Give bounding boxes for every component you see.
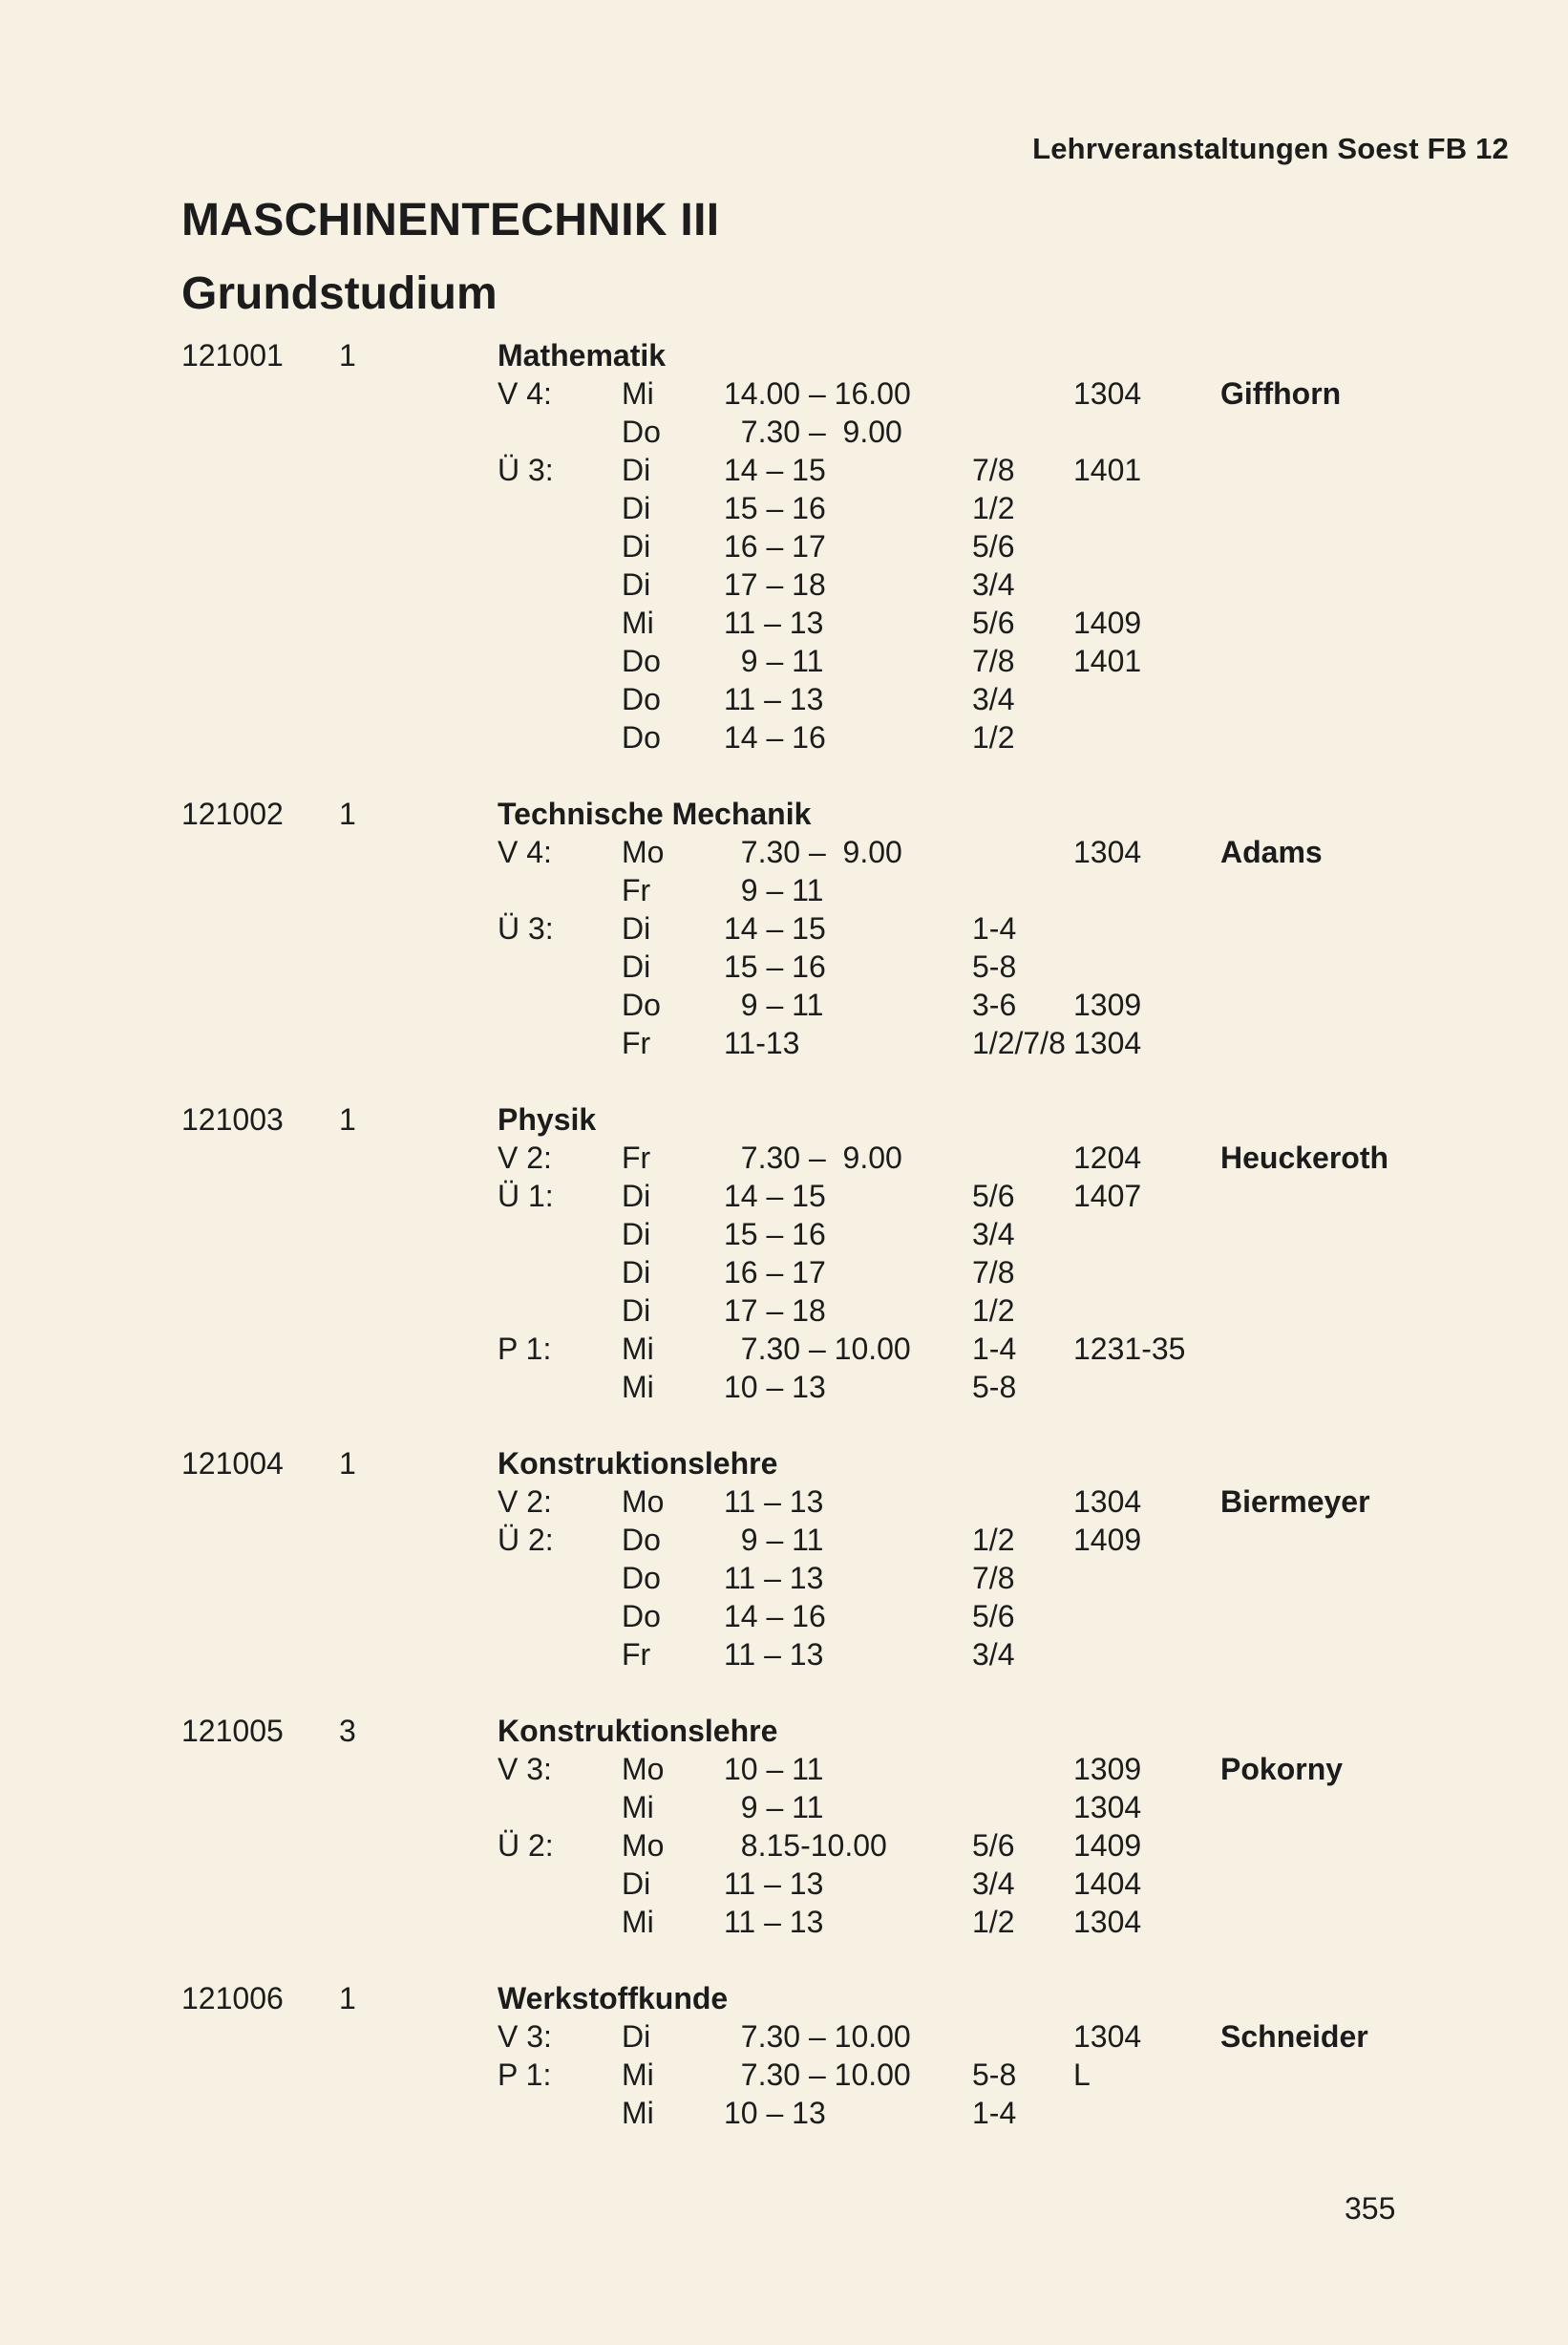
session-group: 5/6 xyxy=(972,529,1015,564)
session-day: Mi xyxy=(622,1905,654,1939)
session-group: 7/8 xyxy=(972,453,1015,487)
schedule-row xyxy=(0,1597,1568,1635)
session-time: 16 – 17 xyxy=(724,1255,826,1290)
session-lecturer: Adams xyxy=(1220,835,1323,869)
schedule-row xyxy=(0,948,1568,986)
session-room: 1304 xyxy=(1073,1905,1142,1939)
session-time: 7.30 – 9.00 xyxy=(724,835,902,869)
schedule-row xyxy=(0,871,1568,909)
session-group: 7/8 xyxy=(972,644,1015,678)
schedule-row xyxy=(0,642,1568,680)
page-number: 355 xyxy=(1345,2191,1396,2226)
course-semester: 1 xyxy=(339,1981,356,2015)
session-day: Fr xyxy=(622,873,651,907)
session-type: V 4: xyxy=(498,835,552,869)
schedule-row xyxy=(0,1330,1568,1368)
course-code: 121002 xyxy=(181,797,284,831)
course-name: Technische Mechanik xyxy=(498,797,812,831)
session-time: 7.30 – 10.00 xyxy=(724,2057,911,2092)
schedule-row xyxy=(0,1635,1568,1673)
session-time: 17 – 18 xyxy=(724,1293,826,1328)
session-group: 1/2 xyxy=(972,491,1015,525)
session-time: 9 – 11 xyxy=(724,1790,824,1824)
session-group: 1/2 xyxy=(972,1905,1015,1939)
schedule-row xyxy=(0,1521,1568,1559)
schedule-row xyxy=(0,604,1568,642)
session-time: 17 – 18 xyxy=(724,567,826,602)
course-code: 121004 xyxy=(181,1446,284,1481)
session-type: V 4: xyxy=(498,376,552,411)
session-room: 1407 xyxy=(1073,1179,1142,1213)
session-room: 1309 xyxy=(1073,1752,1142,1786)
course-name: Konstruktionslehre xyxy=(498,1714,778,1748)
schedule-row xyxy=(0,451,1568,489)
session-time: 15 – 16 xyxy=(724,949,826,984)
session-group: 1-4 xyxy=(972,1332,1017,1366)
schedule-row xyxy=(0,1291,1568,1330)
session-type: Ü 3: xyxy=(498,911,554,946)
course-code: 121001 xyxy=(181,338,284,373)
schedule-row xyxy=(0,565,1568,604)
schedule-row xyxy=(0,718,1568,757)
session-type: V 3: xyxy=(498,2019,552,2054)
session-group: 1/2 xyxy=(972,1293,1015,1328)
session-group: 3/4 xyxy=(972,682,1015,716)
session-type: Ü 1: xyxy=(498,1179,554,1213)
session-time: 11 – 13 xyxy=(724,1637,824,1672)
course-header-row xyxy=(0,336,1568,374)
session-time: 14.00 – 16.00 xyxy=(724,376,911,411)
session-group: 3/4 xyxy=(972,1866,1015,1901)
course-code: 121003 xyxy=(181,1102,284,1137)
session-group: 5/6 xyxy=(972,606,1015,640)
session-lecturer: Heuckeroth xyxy=(1220,1141,1389,1175)
session-group: 5-8 xyxy=(972,2057,1017,2092)
session-type: P 1: xyxy=(498,2057,552,2092)
session-time: 11 – 13 xyxy=(724,606,824,640)
session-group: 3/4 xyxy=(972,1637,1015,1672)
session-day: Di xyxy=(622,911,651,946)
session-day: Do xyxy=(622,415,661,449)
course-code: 121006 xyxy=(181,1981,284,2015)
session-time: 9 – 11 xyxy=(724,988,824,1022)
course-semester: 1 xyxy=(339,797,356,831)
schedule-row xyxy=(0,1826,1568,1865)
course-semester: 3 xyxy=(339,1714,356,1748)
session-type: Ü 2: xyxy=(498,1523,554,1557)
session-day: Mi xyxy=(622,606,654,640)
session-time: 9 – 11 xyxy=(724,1523,824,1557)
schedule-row xyxy=(0,1139,1568,1177)
session-day: Mi xyxy=(622,376,654,411)
page-title: MASCHINENTECHNIK III xyxy=(181,195,720,245)
schedule-row xyxy=(0,413,1568,451)
session-room: 1304 xyxy=(1073,835,1142,869)
session-type: V 3: xyxy=(498,1752,552,1786)
session-type: Ü 2: xyxy=(498,1828,554,1863)
session-group: 1-4 xyxy=(972,2096,1017,2130)
course-name: Konstruktionslehre xyxy=(498,1446,778,1481)
schedule-row xyxy=(0,1865,1568,1903)
course-block xyxy=(0,1444,1568,1673)
session-day: Di xyxy=(622,1179,651,1213)
session-day: Mi xyxy=(622,2057,654,2092)
schedule-row xyxy=(0,986,1568,1024)
session-lecturer: Giffhorn xyxy=(1220,376,1342,411)
course-block xyxy=(0,336,1568,757)
schedule-row xyxy=(0,1368,1568,1406)
session-time: 14 – 15 xyxy=(724,453,826,487)
session-group: 3/4 xyxy=(972,1217,1015,1251)
schedule-row xyxy=(0,1215,1568,1253)
session-day: Di xyxy=(622,453,651,487)
session-lecturer: Schneider xyxy=(1220,2019,1368,2054)
session-room: 1231-35 xyxy=(1073,1332,1186,1366)
schedule-row xyxy=(0,680,1568,718)
session-type: P 1: xyxy=(498,1332,552,1366)
session-time: 7.30 – 9.00 xyxy=(724,1141,902,1175)
session-time: 11-13 xyxy=(724,1026,800,1060)
schedule-row xyxy=(0,1024,1568,1062)
session-room: 1204 xyxy=(1073,1141,1142,1175)
session-day: Fr xyxy=(622,1637,651,1672)
session-day: Fr xyxy=(622,1026,651,1060)
course-header-row xyxy=(0,795,1568,833)
session-room: 1304 xyxy=(1073,1026,1142,1060)
session-day: Mo xyxy=(622,1752,665,1786)
session-time: 7.30 – 10.00 xyxy=(724,1332,911,1366)
session-time: 15 – 16 xyxy=(724,1217,826,1251)
session-room: 1409 xyxy=(1073,606,1142,640)
session-type: Ü 3: xyxy=(498,453,554,487)
session-time: 10 – 11 xyxy=(724,1752,824,1786)
course-code: 121005 xyxy=(181,1714,284,1748)
session-time: 14 – 16 xyxy=(724,720,826,755)
schedule-row xyxy=(0,2056,1568,2094)
schedule-row xyxy=(0,1559,1568,1597)
course-block xyxy=(0,1712,1568,1941)
session-group: 1-4 xyxy=(972,911,1017,946)
session-time: 14 – 15 xyxy=(724,1179,826,1213)
session-day: Do xyxy=(622,682,661,716)
session-day: Di xyxy=(622,529,651,564)
session-group: 7/8 xyxy=(972,1255,1015,1290)
session-lecturer: Pokorny xyxy=(1220,1752,1344,1786)
schedule-row xyxy=(0,489,1568,527)
session-group: 5/6 xyxy=(972,1179,1015,1213)
schedule-row xyxy=(0,2094,1568,2132)
session-room: 1401 xyxy=(1073,644,1142,678)
session-day: Di xyxy=(622,1255,651,1290)
session-day: Mi xyxy=(622,1370,654,1404)
session-type: V 2: xyxy=(498,1484,552,1519)
session-group: 5/6 xyxy=(972,1828,1015,1863)
course-block xyxy=(0,1100,1568,1406)
schedule-row xyxy=(0,527,1568,565)
session-time: 11 – 13 xyxy=(724,1561,824,1595)
schedule-row xyxy=(0,1750,1568,1788)
session-time: 10 – 13 xyxy=(724,2096,826,2130)
session-day: Do xyxy=(622,988,661,1022)
session-room: 1304 xyxy=(1073,2019,1142,2054)
course-header-row xyxy=(0,1100,1568,1139)
session-group: 5-8 xyxy=(972,1370,1017,1404)
session-time: 7.30 – 10.00 xyxy=(724,2019,911,2054)
session-lecturer: Biermeyer xyxy=(1220,1484,1370,1519)
course-name: Mathematik xyxy=(498,338,667,373)
schedule-row xyxy=(0,833,1568,871)
schedule-row xyxy=(0,1177,1568,1215)
course-semester: 1 xyxy=(339,338,356,373)
session-time: 14 – 15 xyxy=(724,911,826,946)
session-room: 1409 xyxy=(1073,1523,1142,1557)
session-day: Fr xyxy=(622,1141,651,1175)
session-day: Do xyxy=(622,1599,661,1633)
session-day: Di xyxy=(622,949,651,984)
session-day: Di xyxy=(622,491,651,525)
session-room: 1404 xyxy=(1073,1866,1142,1901)
session-day: Mi xyxy=(622,1332,654,1366)
session-group: 1/2 xyxy=(972,720,1015,755)
session-day: Di xyxy=(622,2019,651,2054)
page-subtitle: Grundstudium xyxy=(181,268,498,319)
session-time: 11 – 13 xyxy=(724,682,824,716)
running-head: Lehrveranstaltungen Soest FB 12 xyxy=(1032,132,1509,165)
session-day: Mi xyxy=(622,2096,654,2130)
session-room: 1304 xyxy=(1073,376,1142,411)
session-group: 3-6 xyxy=(972,988,1017,1022)
session-day: Mo xyxy=(622,1484,665,1519)
session-time: 9 – 11 xyxy=(724,873,824,907)
course-semester: 1 xyxy=(339,1102,356,1137)
session-room: 1401 xyxy=(1073,453,1142,487)
session-group: 1/2/7/8 xyxy=(972,1026,1066,1060)
schedule-row xyxy=(0,1253,1568,1291)
session-day: Do xyxy=(622,720,661,755)
session-time: 8.15-10.00 xyxy=(724,1828,887,1863)
session-room: 1309 xyxy=(1073,988,1142,1022)
course-header-row xyxy=(0,1979,1568,2017)
session-time: 11 – 13 xyxy=(724,1866,824,1901)
session-group: 7/8 xyxy=(972,1561,1015,1595)
session-time: 14 – 16 xyxy=(724,1599,826,1633)
session-type: V 2: xyxy=(498,1141,552,1175)
session-day: Mi xyxy=(622,1790,654,1824)
session-group: 5/6 xyxy=(972,1599,1015,1633)
session-time: 11 – 13 xyxy=(724,1905,824,1939)
course-semester: 1 xyxy=(339,1446,356,1481)
session-day: Di xyxy=(622,1217,651,1251)
session-time: 7.30 – 9.00 xyxy=(724,415,902,449)
session-day: Mo xyxy=(622,835,665,869)
schedule-row xyxy=(0,1903,1568,1941)
session-day: Di xyxy=(622,1293,651,1328)
session-day: Do xyxy=(622,1561,661,1595)
session-room: 1304 xyxy=(1073,1484,1142,1519)
session-time: 15 – 16 xyxy=(724,491,826,525)
schedule-row xyxy=(0,1788,1568,1826)
session-day: Di xyxy=(622,567,651,602)
session-time: 11 – 13 xyxy=(724,1484,824,1519)
session-room: 1304 xyxy=(1073,1790,1142,1824)
session-room: L xyxy=(1073,2057,1091,2092)
session-group: 3/4 xyxy=(972,567,1015,602)
session-time: 9 – 11 xyxy=(724,644,824,678)
course-name: Physik xyxy=(498,1102,597,1137)
course-header-row xyxy=(0,1444,1568,1482)
schedule-row xyxy=(0,2017,1568,2056)
schedule-row xyxy=(0,909,1568,948)
session-day: Mo xyxy=(622,1828,665,1863)
schedule-row xyxy=(0,374,1568,413)
course-block xyxy=(0,1979,1568,2132)
session-day: Do xyxy=(622,644,661,678)
session-time: 16 – 17 xyxy=(724,529,826,564)
schedule-row xyxy=(0,1482,1568,1521)
session-room: 1409 xyxy=(1073,1828,1142,1863)
course-name: Werkstoffkunde xyxy=(498,1981,729,2015)
session-group: 1/2 xyxy=(972,1523,1015,1557)
course-header-row xyxy=(0,1712,1568,1750)
session-group: 5-8 xyxy=(972,949,1017,984)
session-day: Di xyxy=(622,1866,651,1901)
session-time: 10 – 13 xyxy=(724,1370,826,1404)
course-block xyxy=(0,795,1568,1062)
session-day: Do xyxy=(622,1523,661,1557)
